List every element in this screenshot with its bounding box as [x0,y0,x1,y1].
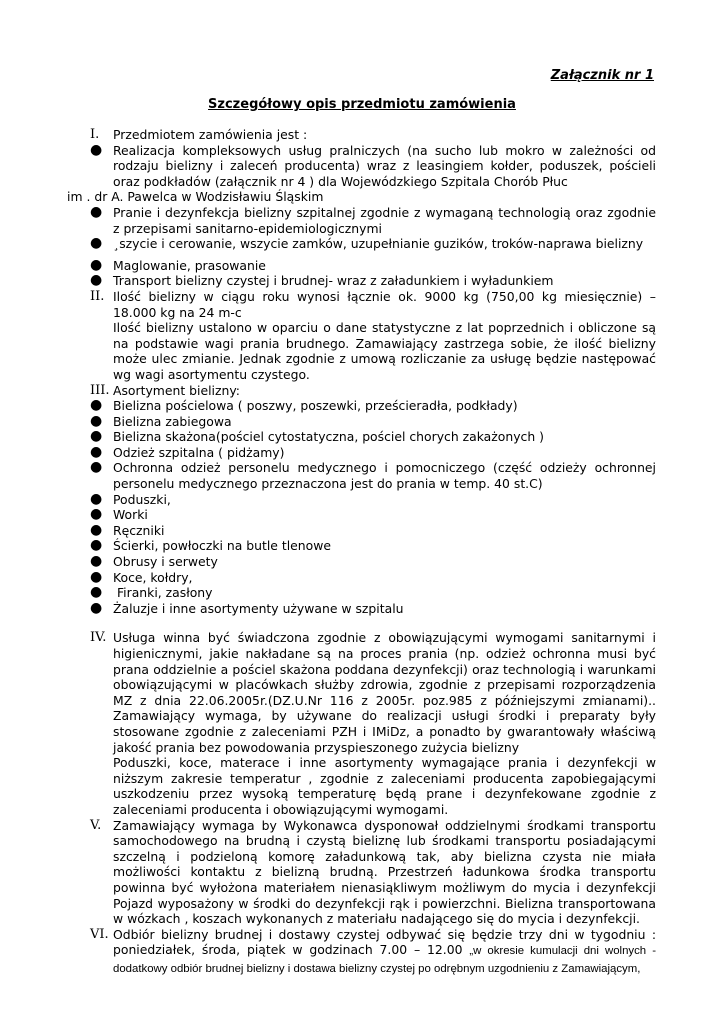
list-item [90,523,656,539]
list-item-text: Ochronna odzież personelu medycznego i pomocniczego (część odzieży ochronnej personelu medycznego przeznaczona jest do prania w temp. 40 st.C) [113,460,656,492]
section-5 [90,818,656,927]
section-text: Ilość bielizny w ciągu roku wynosi łącznie ok. 9000 kg (750,00 kg miesięcznie) – 18.000 kg na 24 m-c [113,288,656,320]
assortment-list [90,398,656,616]
list-item [90,554,656,570]
list-item [90,205,656,236]
section-4-paragraph: Poduszki, koce, materace i inne asortymenty wymagające prania i dezynfekcji w niższym zakresie temperatur , zgodnie z zaleceniami producenta zapobiegającymi uszkodzeniu przez wysoką temperaturę będą prane i dezynfekowane zgodnie z zaleceniami producenta i obowiązującymi wymogami. [113,755,656,817]
bullet-icon: ● [90,443,103,460]
section-text: Odbiór bielizny brudnej i dostawy czystej odbywać się będzie trzy dni w tygodniu : poniedziałek, środa, piątek w godzinach 7.00 – 12.00 [113,926,656,958]
bullet-icon: ● [90,412,103,429]
bullet-icon: ● [90,537,103,554]
list-item [90,143,656,190]
list-item [90,414,656,430]
section-text: Usługa winna być świadczona zgodnie z obowiązującymi wymogami sanitarnymi i higienicznymi, jakie nakładane są na proces prania (np. odzież ochronna musi być prana oddzielnie a pościel skażona poddana dezynfekcji) oraz technologią i warunkami obowiązującymi w placówkach służby zdrowia, zgodnie z przepisami rozporządzenia MZ z dnia 22.06.2005r.(DZ.U.Nr 116 z 2005r. poz.985 z późniejszymi zmianami).. Zamawiający wymaga, by używane do realizacji usługi środki i preparaty były stosowane zgodnie z zaleceniami PZH i IMiDz, a ponadto by gwarantowały właściwą jakość prania bez powodowania przyspieszonego zużycia bielizny [113,630,656,755]
list-item [90,460,656,491]
list-item-text: Odzież szpitalna ( pidżamy) [113,444,285,460]
document-title: Szczegółowy opis przedmiotu zamówienia [208,97,516,112]
list-item [90,507,656,523]
list-item [90,492,656,508]
section-text: Przedmiotem zamówienia jest : [113,127,308,142]
list-item-text: Ścierki, powłoczki na butle tlenowe [113,538,331,554]
bullet-icon: ● [90,459,103,476]
list-item-text: Poduszki, [113,491,171,507]
bullet-icon: ● [90,397,103,414]
list-item-text: Żaluzje i inne asortymenty używane w szpitalu [113,600,404,616]
section-2 [90,289,656,320]
list-item-text: Bielizna zabiegowa [113,413,232,429]
annex-label: Załącznik nr 1 [550,68,654,83]
list-item [90,236,656,252]
bullet-icon: ● [90,599,103,616]
bullet-icon: ● [90,272,103,289]
bullet-icon: ● [90,568,103,585]
list-item [90,570,656,586]
section-3-heading [90,383,656,399]
list-item [90,429,656,445]
bullet-icon: ● [90,506,103,523]
bullet-icon: ● [90,235,103,252]
list-item-text: Transport bielizny czystej i brudnej- wraz z załadunkiem i wyładunkiem [113,273,554,289]
list-item [90,398,656,414]
list-item [90,258,656,274]
list-item-text: Realizacja kompleksowych usług pralniczych (na sucho lub mokro w zależności od rodzaju bielizny i zaleceń producenta) wraz z leasingiem kołder, poduszek, pościeli oraz podkładów (załącznik nr 4 ) dla Wojewódzkiego Szpitala Chorób Płuc [113,142,656,189]
bullet-icon: ● [90,203,103,220]
document-body [67,127,656,977]
list-item-text: Bielizna skażona(pościel cytostatyczna, pościel chorych zakażonych ) [113,429,544,445]
section-numeral: I. [90,127,100,142]
section-1-heading [90,127,656,143]
bullet-icon: ● [90,428,103,445]
section-numeral: III. [90,382,110,398]
section-numeral: VI. [90,926,109,942]
list-item [90,445,656,461]
list-item-text: Firanki, zasłony [113,585,213,601]
hospital-line: im . dr A. Pawelca w Wodzisławiu Śląskim [67,189,324,205]
bullet-icon: ● [90,490,103,507]
section-2-paragraph: Ilość bielizny ustalono w oparciu o dane statystyczne z lat poprzednich i obliczone są na podstawie wagi prania brudnego. Zamawiający zastrzega sobie, że ilość bielizny może ulec zmianie. Jednak zgodnie z umową rozliczanie za usługę będzie następować wg wagi asortymentu czystego. [113,320,656,382]
list-item [90,273,656,289]
bullet-icon: ● [90,584,103,601]
list-item [90,585,656,601]
section-numeral: IV. [90,630,107,646]
section-6-note: „w okresie kumulacji dni wolnych - dodatkowy odbiór brudnej bielizny i dostawa bielizny czystej po odrębnym uzgodnieniu z Zamawiającym, [113,945,656,975]
list-item-text: Pranie i dezynfekcja bielizny szpitalnej zgodnie z wymaganą technologią oraz zgodnie z przepisami sanitarno-epidemiologicznymi [113,204,656,236]
list-item-text: Worki [113,507,148,523]
section-text: Zamawiający wymaga by Wykonawca dysponował oddzielnymi środkami transportu samochodowego na brudną i czystą bieliznę lub środkami transportu posiadającymi szczelną i podzieloną komorę załadunkową tak, aby bielizna czysta nie miała możliwości kontaktu z bielizną brudną. Przestrzeń ładunkowa środka transportu powinna być wyłożona materiałem nienasiąkliwym możliwym do mycia i dezynfekcji Pojazd wyposażony w środki do dezynfekcji rąk i powierzchni. Bielizna transportowana w wózkach , koszach wykonanych z materiału nadającego się do mycia i dezynfekcji. [113,817,656,927]
section-numeral: II. [90,288,105,304]
list-item-text: Ręczniki [113,522,165,538]
bullet-icon: ● [90,553,103,570]
bullet-icon: ● [90,256,103,273]
list-item-text: Obrusy i serwety [113,554,218,570]
list-item [90,538,656,554]
section-4 [90,630,656,755]
list-item-text: Koce, kołdry, [113,569,193,585]
bullet-icon: ● [90,521,103,538]
list-item [90,601,656,617]
list-item-text: Maglowanie, prasowanie [113,257,266,273]
list-item-text: ¸szycie i cerowanie, wszycie zamków, uzupełnianie guzików, troków-naprawa bielizny [113,236,644,252]
section-6 [90,927,656,978]
section-numeral: V. [90,817,102,833]
bullet-icon: ● [90,141,103,158]
list-item-text: Bielizna pościelowa ( poszwy, poszewki, prześcieradła, podkłady) [113,398,518,414]
section-text: Asortyment bielizny: [113,382,240,398]
